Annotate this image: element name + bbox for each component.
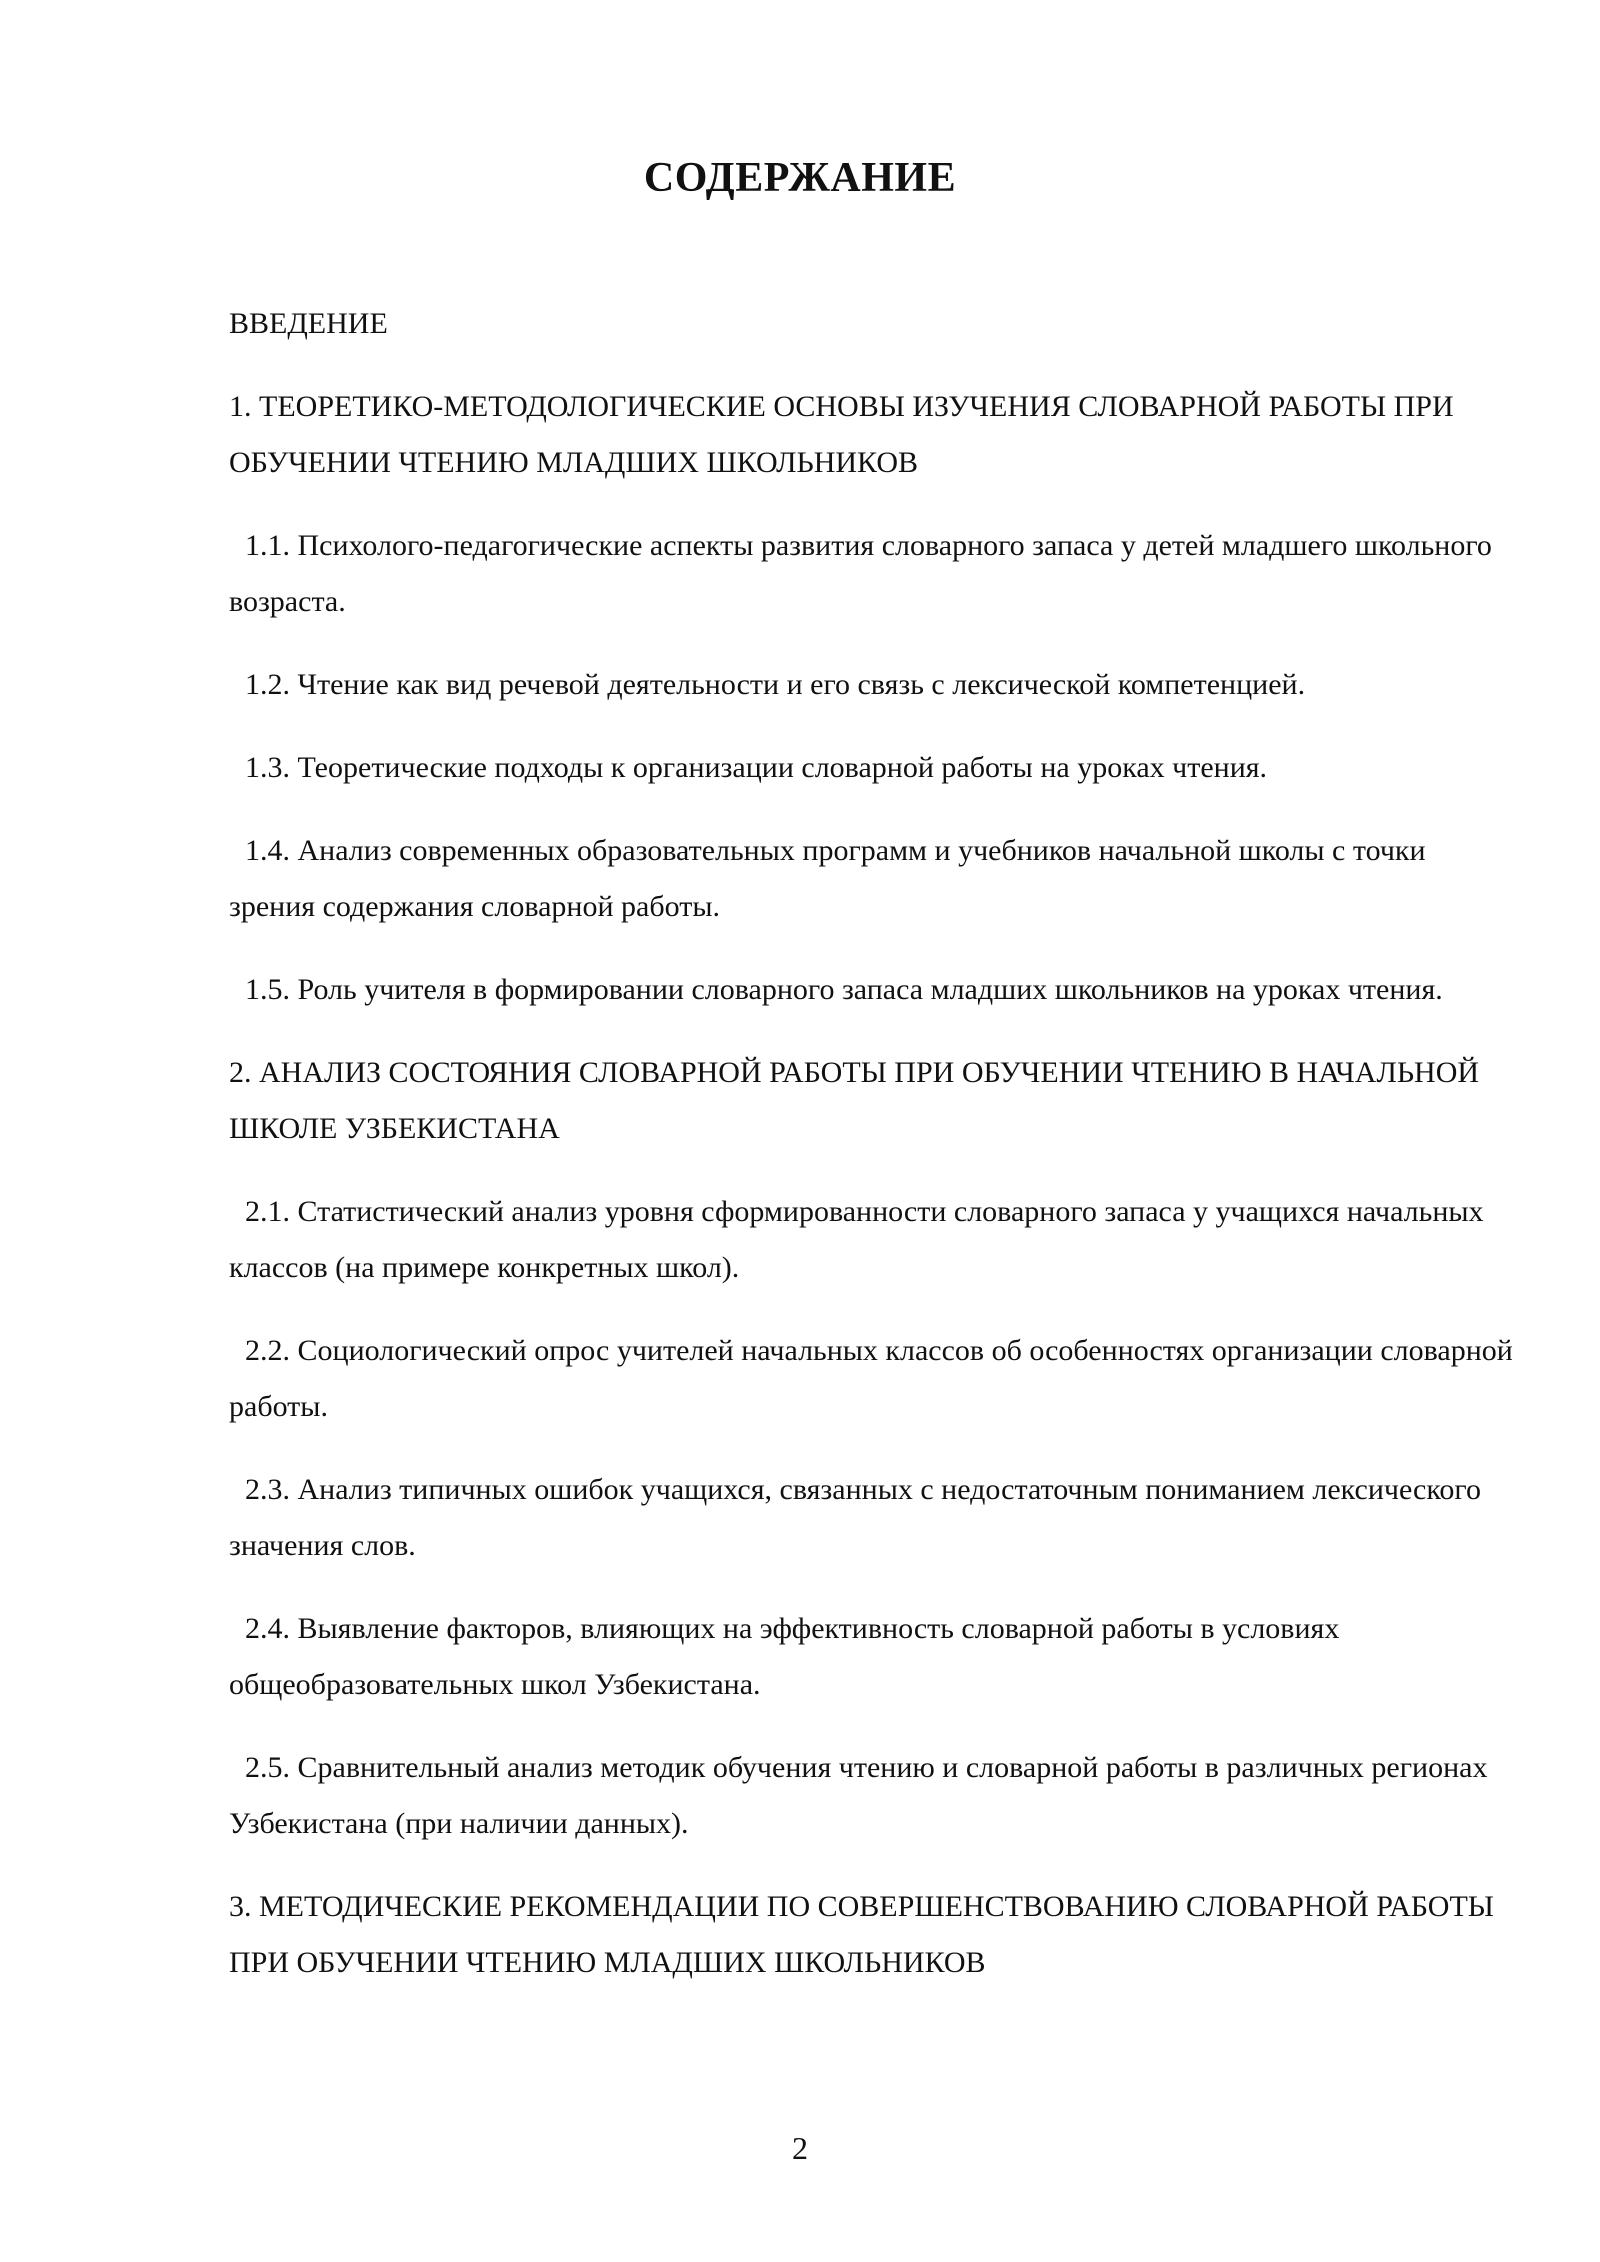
toc-entry-chapter-3: 3. МЕТОДИЧЕСКИЕ РЕКОМЕНДАЦИИ ПО СОВЕРШЕНСТВОВАНИЮ СЛОВАРНОЙ РАБОТЫ ПРИ ОБУЧЕНИИ ЧТЕНИЮ МЛАДШИХ ШКОЛЬНИКОВ (229, 1890, 1494, 1979)
toc-entry-chapter-1: 1. ТЕОРЕТИКО-МЕТОДОЛОГИЧЕСКИЕ ОСНОВЫ ИЗУЧЕНИЯ СЛОВАРНОЙ РАБОТЫ ПРИ ОБУЧЕНИИ ЧТЕНИЮ МЛАДШИХ ШКОЛЬНИКОВ (229, 390, 1454, 479)
toc-entry-section-1-4: 1.4. Анализ современных образовательных программ и учебников начальной школы с точки зрения содержания словарной работы. (229, 834, 1426, 923)
page-title: СОДЕРЖАНИЕ (643, 155, 957, 201)
toc-entry-section-1-2: 1.2. Чтение как вид речевой деятельности и его связь с лексической компетенцией. (245, 668, 1306, 701)
toc-entry-section-1-1: 1.1. Психолого-педагогические аспекты развития словарного запаса у детей младшего школьного возраста. (229, 529, 1492, 618)
toc-entry-section-2-2: 2.2. Социологический опрос учителей начальных классов об особенностях организации словарной работы. (229, 1334, 1513, 1423)
toc-entry-section-1-3: 1.3. Теоретические подходы к организации словарной работы на уроках чтения. (245, 751, 1268, 784)
toc-entry-section-2-4: 2.4. Выявление факторов, влияющих на эффективность словарной работы в условиях общеобразовательных школ Узбекистана. (229, 1612, 1340, 1701)
toc-entry-section-2-3: 2.3. Анализ типичных ошибок учащихся, связанных с недостаточным пониманием лексического значения слов. (229, 1473, 1481, 1562)
toc-entry-section-2-1: 2.1. Статистический анализ уровня сформированности словарного запаса у учащихся начальных классов (на примере конкретных школ). (229, 1195, 1484, 1284)
toc-entry-section-1-5: 1.5. Роль учителя в формировании словарного запаса младших школьников на уроках чтения. (245, 973, 1443, 1006)
page-number: 2 (792, 2130, 808, 2166)
toc-entry-introduction: ВВЕДЕНИЕ (229, 307, 388, 340)
toc-entry-chapter-2: 2. АНАЛИЗ СОСТОЯНИЯ СЛОВАРНОЙ РАБОТЫ ПРИ ОБУЧЕНИИ ЧТЕНИЮ В НАЧАЛЬНОЙ ШКОЛЕ УЗБЕКИСТАНА (229, 1056, 1480, 1145)
table-of-contents (229, 296, 1519, 2018)
toc-entry-section-2-5: 2.5. Сравнительный анализ методик обучения чтению и словарной работы в различных регионах Узбекистана (при наличии данных). (229, 1751, 1488, 1840)
